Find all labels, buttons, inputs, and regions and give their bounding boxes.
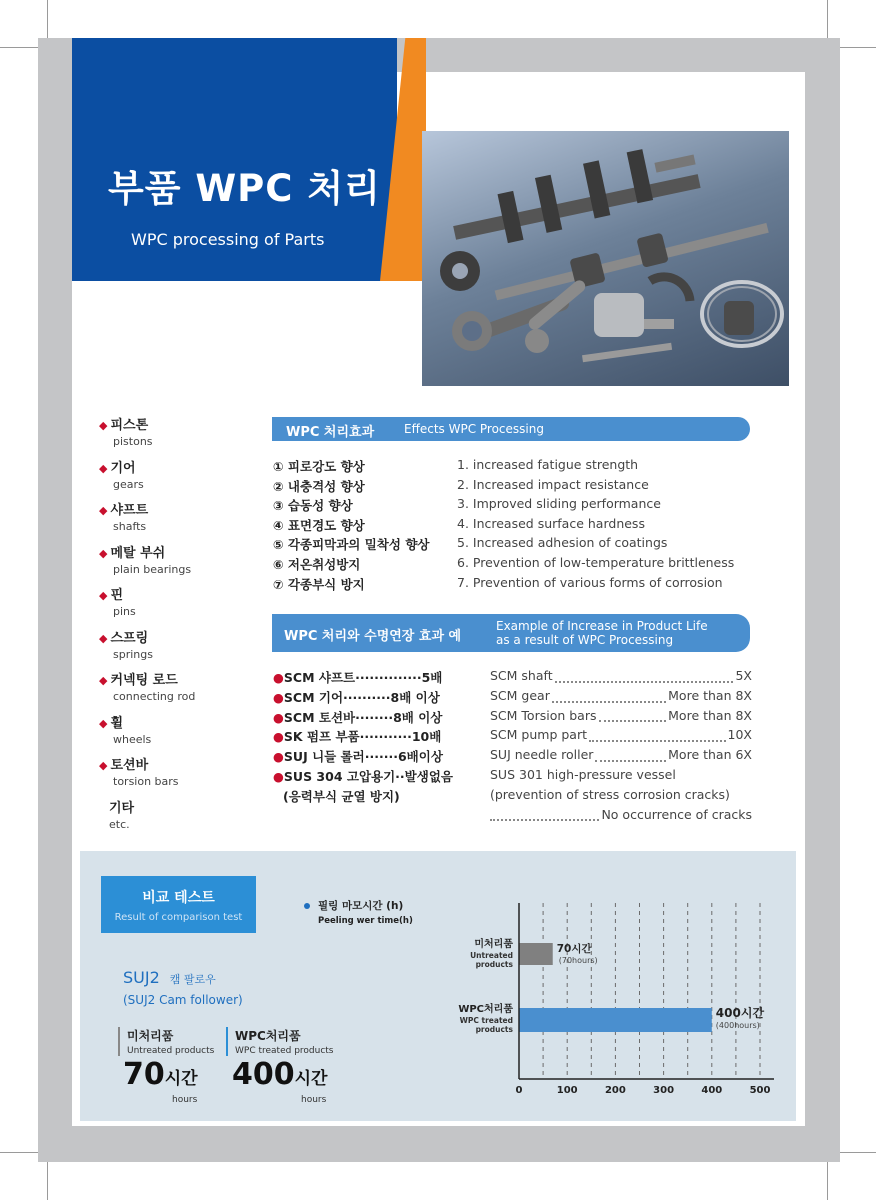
page-subtitle: WPC processing of Parts [131, 230, 325, 249]
piston-illustration [594, 293, 674, 337]
category-label-en: Untreated [470, 951, 513, 960]
crop-mark [47, 1162, 48, 1200]
comparison-title-en: Result of comparison test [114, 912, 243, 923]
life-list-en [490, 668, 752, 826]
category-label-ko: WPC처리품 [458, 1004, 513, 1015]
list-item: ⑦ 각종부식 방지 [273, 576, 365, 592]
x-tick-label: 200 [604, 1085, 626, 1096]
diamond-bullet-icon: ◆ [99, 546, 108, 560]
bearing-illustration [650, 277, 690, 301]
comparison-title-box [101, 876, 256, 933]
data-label-en: (400hours) [715, 1021, 760, 1030]
untreated-hours-value: 70시간 [123, 1057, 198, 1092]
product-name: SUJ2 캠 팔로우 [123, 968, 216, 987]
list-item: ◆ 메탈 부쉬 plain bearings [99, 545, 192, 576]
list-item: ◆ 샤프트 shafts [99, 503, 149, 533]
list-item: ●SCM 기어··········8배 이상 [273, 689, 440, 705]
treated-hours-value: 400시간 [232, 1057, 328, 1092]
diamond-bullet-icon: ◆ [99, 589, 108, 602]
category-label-en: products [475, 960, 513, 969]
list-item: ●SUJ 니들 롤러·······6배이상 [273, 749, 443, 765]
parts-list [99, 414, 269, 839]
effects-list-ko [273, 457, 429, 594]
list-item: 기타 etc. [109, 800, 135, 831]
life-title-en-2: as a result of WPC Processing [496, 633, 674, 647]
diamond-bullet-icon: ◆ [99, 716, 108, 730]
effects-title-ko: WPC 처리효과 [286, 425, 375, 440]
crop-mark [827, 0, 828, 38]
list-item: ●SCM 토션바········8배 이상 [273, 709, 443, 725]
chart-axis [516, 903, 774, 1096]
crop-mark [840, 47, 876, 48]
category-label-en: products [475, 1025, 513, 1034]
list-item: SUJ needle roller More than 6X [490, 747, 752, 763]
data-label-ko: 400시간 [715, 1006, 765, 1020]
data-label-en: (70hours) [558, 956, 598, 965]
category-label-en: WPC treated [459, 1016, 513, 1025]
diamond-bullet-icon: ◆ [99, 419, 108, 432]
treated-label: WPC처리품 WPC treated products [226, 1027, 334, 1056]
parts-photo [422, 131, 789, 386]
x-tick-label: 300 [653, 1085, 675, 1096]
x-tick-label: 100 [556, 1085, 578, 1096]
list-item: 7. Prevention of various forms of corrosion [457, 574, 723, 590]
comparison-title-ko: 비교 테스트 [142, 890, 215, 906]
list-item: ◆ 피스톤 pistons [99, 418, 153, 448]
effects-section-header [272, 417, 750, 441]
life-section-header [272, 614, 750, 652]
list-item: ●SK 펌프 부품···········10배 [273, 729, 442, 745]
chart-bars [519, 943, 712, 1032]
list-item: ② 내충격성 향상 [273, 478, 365, 494]
untreated-hours-unit: hours [172, 1095, 198, 1105]
list-item: ⑤ 각종피막과의 밀착성 향상 [273, 537, 430, 553]
effects-title-en: Effects WPC Processing [404, 422, 544, 436]
legend-dot-icon [304, 903, 310, 909]
page-title: 부품 WPC 처리 [108, 167, 381, 210]
life-list-ko [273, 668, 453, 807]
list-item: ◆ 핀 pins [99, 588, 136, 618]
diamond-bullet-icon: ◆ [99, 504, 108, 517]
list-item: 1. increased fatigue strength [457, 457, 639, 472]
list-item: ●SCM 샤프트··············5배 [273, 670, 443, 685]
crop-mark [840, 1152, 876, 1153]
untreated-label: 미처리품 Untreated products [118, 1027, 214, 1056]
diamond-bullet-icon: ◆ [99, 631, 108, 645]
list-item: 5. Increased adhesion of coatings [457, 535, 668, 551]
list-item: ④ 표면경도 향상 [273, 517, 365, 533]
list-item: ●SUS 304 고압용기··발생없음 [273, 768, 453, 784]
life-title-ko: WPC 처리와 수명연장 효과 예 [284, 629, 462, 644]
crop-mark [0, 1152, 38, 1153]
list-item: SCM Torsion bars More than 8X [490, 707, 752, 723]
crop-mark [827, 1162, 828, 1200]
list-item: ◆ 토션바 torsion bars [99, 758, 179, 788]
list-item: (prevention of stress corrosion cracks) [490, 786, 730, 802]
x-tick-label: 400 [701, 1085, 723, 1096]
category-label-ko: 미처리품 [474, 939, 513, 950]
treated-hours-unit: hours [301, 1095, 327, 1105]
chart-grid [543, 903, 760, 1079]
list-item: 6. Prevention of low-temperature brittleness [457, 554, 735, 570]
list-item: No occurrence of cracks [490, 807, 752, 827]
list-item: ◆ 스프링 springs [99, 630, 153, 661]
comparison-bar-chart [440, 895, 785, 1105]
product-name-en: (SUJ2 Cam follower) [123, 993, 243, 1007]
list-item: ① 피로강도 향상 [273, 459, 365, 474]
x-tick-label: 500 [749, 1085, 771, 1096]
list-item: SCM shaft 5X [490, 668, 752, 683]
life-title-en-1: Example of Increase in Product Life [496, 619, 708, 633]
list-item: ⑥ 저온취성방지 [273, 556, 361, 572]
crop-mark [47, 0, 48, 38]
bar [519, 943, 553, 965]
list-item: SUS 301 high-pressure vessel [490, 766, 676, 782]
list-item: 3. Improved sliding performance [457, 496, 661, 512]
list-item: SCM pump part 10X [490, 727, 752, 743]
list-item: 4. Increased surface hardness [457, 515, 645, 531]
spring-ring-illustration [702, 282, 782, 346]
crankshaft-illustration [453, 149, 700, 243]
list-item: ◆ 기어 gears [99, 460, 144, 491]
data-label-ko: 70시간 [556, 943, 592, 955]
diamond-bullet-icon: ◆ [99, 674, 108, 687]
diamond-bullet-icon: ◆ [99, 461, 108, 475]
crop-mark [0, 47, 38, 48]
list-item: ③ 습동성 향상 [273, 498, 353, 514]
list-item: ◆ 커넥팅 로드 connecting rod [99, 673, 196, 703]
chart-legend: 필링 마모시간 (h) Peeling wer time(h) [304, 898, 413, 926]
list-item: SCM gear More than 8X [490, 687, 752, 703]
bar [519, 1008, 712, 1032]
list-item: 2. Increased impact resistance [457, 476, 649, 492]
x-tick-label: 0 [515, 1085, 523, 1096]
diamond-bullet-icon: ◆ [99, 759, 108, 772]
effects-list-en [457, 457, 734, 594]
list-item: (응력부식 균열 방지) [283, 788, 400, 804]
pin-illustration [582, 343, 672, 362]
list-item: ◆ 휠 wheels [99, 715, 152, 746]
